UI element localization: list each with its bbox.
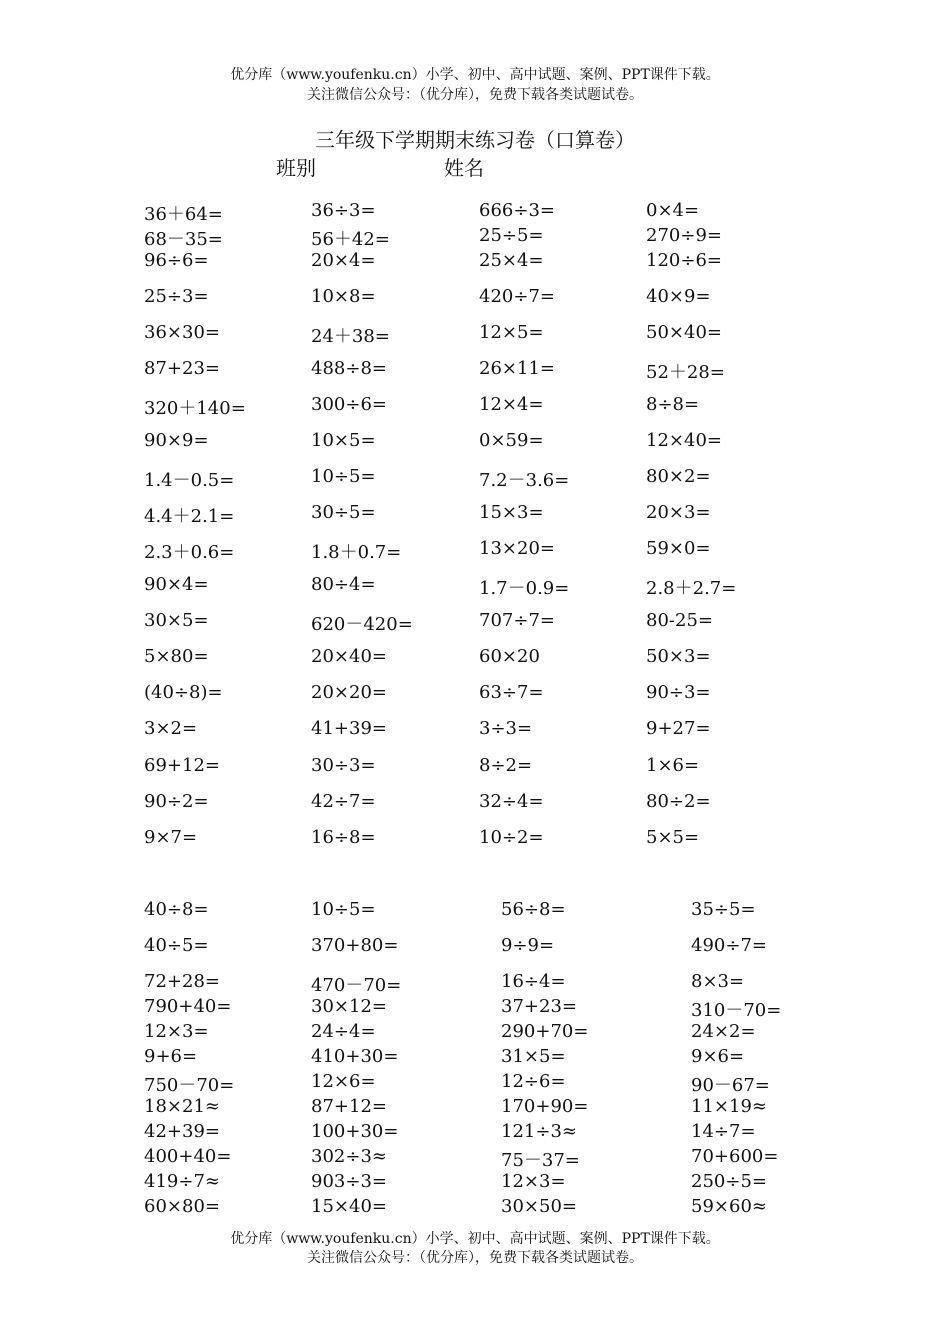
problem: 25÷5= — [479, 225, 544, 246]
problem: 36＋64= — [144, 204, 223, 225]
problem: 80÷2= — [646, 791, 711, 812]
problem: 5×80= — [144, 646, 209, 667]
problem: 120÷6= — [646, 250, 722, 271]
problem-row — [0, 1071, 950, 1095]
problem: 16÷4= — [501, 971, 566, 992]
problem-row — [0, 1171, 950, 1195]
problem: 370+80= — [311, 935, 399, 956]
problem: 3×2= — [144, 718, 198, 739]
problem: 300÷6= — [311, 394, 387, 415]
problem: 52＋28= — [646, 362, 725, 383]
problem: 60×20 — [479, 646, 540, 667]
problem: 15×3= — [479, 502, 544, 523]
problem: 5×5= — [646, 827, 700, 848]
problem: 9+6= — [144, 1046, 198, 1067]
problem: 56÷8= — [501, 899, 566, 920]
header-line-2: 关注微信公众号：（优分库），免费下载各类试题试卷。 — [307, 87, 643, 103]
problem: 31×5= — [501, 1046, 566, 1067]
problem-row — [0, 358, 950, 382]
problem: 90－67= — [691, 1075, 770, 1096]
problem: 250÷5= — [691, 1171, 767, 1192]
problem: 12×3= — [144, 1021, 209, 1042]
problem: 35÷5= — [691, 899, 756, 920]
problem: 90÷3= — [646, 682, 711, 703]
problem-row — [0, 646, 950, 670]
problem: 10÷5= — [311, 466, 376, 487]
problem-row — [0, 682, 950, 706]
problem-row — [0, 899, 950, 923]
problem: 25÷3= — [144, 286, 209, 307]
problem: 320＋140= — [144, 398, 246, 419]
problem: 90÷2= — [144, 791, 209, 812]
problem: 12×5= — [479, 322, 544, 343]
problem: 7.2－3.6= — [479, 470, 570, 491]
footer-line-1: 优分库（www.youfenku.cn）小学、初中、高中试题、案例、PPT课件下载。 — [230, 1231, 720, 1247]
problem-row — [0, 718, 950, 742]
problem: 18×21≈ — [144, 1096, 220, 1117]
problem-row — [0, 971, 950, 995]
problem: 20×40= — [311, 646, 387, 667]
problem: 90×4= — [144, 574, 209, 595]
problem-row — [0, 394, 950, 418]
problem: 32÷4= — [479, 791, 544, 812]
problem: 60×80= — [144, 1196, 220, 1217]
page-title: 三年级下学期期末练习卷（口算卷） — [315, 128, 635, 152]
problem-row — [0, 225, 950, 249]
problem: 170+90= — [501, 1096, 589, 1117]
problem: 790+40= — [144, 996, 232, 1017]
problem: 90×9= — [144, 430, 209, 451]
problem: 1.4－0.5= — [144, 470, 235, 491]
problem: 1×6= — [646, 755, 700, 776]
problem: 302÷3≈ — [311, 1146, 387, 1167]
problem: 41+39= — [311, 718, 387, 739]
problem: 666÷3= — [479, 200, 555, 221]
problem: 10÷5= — [311, 899, 376, 920]
problem-row — [0, 935, 950, 959]
problem-row — [0, 827, 950, 851]
problem: 8÷2= — [479, 755, 533, 776]
problem: 419÷7≈ — [144, 1171, 220, 1192]
problem-row — [0, 574, 950, 598]
problem: 620－420= — [311, 614, 413, 635]
problem-row — [0, 996, 950, 1020]
problem: 0×4= — [646, 200, 700, 221]
problem: 12×6= — [311, 1071, 376, 1092]
problem: 310－70= — [691, 1000, 782, 1021]
problem-row — [0, 791, 950, 815]
problem: 9×6= — [691, 1046, 745, 1067]
problem: 8÷8= — [646, 394, 700, 415]
problem: 87+12= — [311, 1096, 387, 1117]
problem: 1.7－0.9= — [479, 578, 570, 599]
problem: 488÷8= — [311, 358, 387, 379]
problem: 36÷3= — [311, 200, 376, 221]
problem: 14÷7= — [691, 1121, 756, 1142]
problem: 50×40= — [646, 322, 722, 343]
problem: 2.3＋0.6= — [144, 542, 235, 563]
problem: 707÷7= — [479, 610, 555, 631]
problem: 96÷6= — [144, 250, 209, 271]
problem: 20×4= — [311, 250, 376, 271]
problem: 121÷3≈ — [501, 1121, 577, 1142]
problem: 30×50= — [501, 1196, 577, 1217]
problem: 87+23= — [144, 358, 220, 379]
problem: 59×60≈ — [691, 1196, 767, 1217]
problem: 42+39= — [144, 1121, 220, 1142]
problem: 30×12= — [311, 996, 387, 1017]
problem: 20×20= — [311, 682, 387, 703]
problem: 30×5= — [144, 610, 209, 631]
problem: 400+40= — [144, 1146, 232, 1167]
problem-row — [0, 1146, 950, 1170]
problem: 3÷3= — [479, 718, 533, 739]
problem: 40×9= — [646, 286, 711, 307]
problem: 59×0= — [646, 538, 711, 559]
problem: 56＋42= — [311, 229, 390, 250]
problem-row — [0, 1096, 950, 1120]
class-label: 班别 — [276, 156, 316, 180]
problem: 80÷4= — [311, 574, 376, 595]
problem-row — [0, 430, 950, 454]
problem: 12×4= — [479, 394, 544, 415]
problem: 69+12= — [144, 755, 220, 776]
problem: 68－35= — [144, 229, 223, 250]
problem: 10×5= — [311, 430, 376, 451]
problem: 903÷3= — [311, 1171, 387, 1192]
problem: 80×2= — [646, 466, 711, 487]
problem: 50×3= — [646, 646, 711, 667]
problem: 30÷3= — [311, 755, 376, 776]
problem: 12÷6= — [501, 1071, 566, 1092]
problem: 72+28= — [144, 971, 220, 992]
problem: 24×2= — [691, 1021, 756, 1042]
problem: 11×19≈ — [691, 1096, 767, 1117]
problem: 30÷5= — [311, 502, 376, 523]
problem: 13×20= — [479, 538, 555, 559]
problem: 16÷8= — [311, 827, 376, 848]
name-label: 姓名 — [444, 156, 484, 180]
problem: (40÷8)= — [144, 682, 223, 703]
problem: 63÷7= — [479, 682, 544, 703]
problem-row — [0, 1021, 950, 1045]
problem-row — [0, 1121, 950, 1145]
problem: 8×3= — [691, 971, 745, 992]
problem: 270÷9= — [646, 225, 722, 246]
problem: 2.8＋2.7= — [646, 578, 737, 599]
problem: 20×3= — [646, 502, 711, 523]
problem-row — [0, 1196, 950, 1220]
problem: 470－70= — [311, 975, 402, 996]
problem: 9÷9= — [501, 935, 555, 956]
problem: 10×8= — [311, 286, 376, 307]
problem-row — [0, 286, 950, 310]
problem: 15×40= — [311, 1196, 387, 1217]
problem-row — [0, 538, 950, 562]
problem: 420÷7= — [479, 286, 555, 307]
problem: 490÷7= — [691, 935, 767, 956]
problem: 26×11= — [479, 358, 555, 379]
problem: 24÷4= — [311, 1021, 376, 1042]
problem: 80-25= — [646, 610, 713, 631]
problem: 0×59= — [479, 430, 544, 451]
footer-line-2: 关注微信公众号：（优分库），免费下载各类试题试卷。 — [307, 1250, 643, 1266]
problem: 1.8＋0.7= — [311, 542, 402, 563]
problem-row — [0, 610, 950, 634]
header-line-1: 优分库（www.youfenku.cn）小学、初中、高中试题、案例、PPT课件下载。 — [230, 67, 720, 83]
problem-row — [0, 1046, 950, 1070]
problem: 40÷5= — [144, 935, 209, 956]
problem-row — [0, 466, 950, 490]
problem: 290+70= — [501, 1021, 589, 1042]
problem-row — [0, 200, 950, 224]
problem: 100+30= — [311, 1121, 399, 1142]
problem: 75－37= — [501, 1150, 580, 1171]
problem: 12×3= — [501, 1171, 566, 1192]
problem: 24＋38= — [311, 326, 390, 347]
problem: 750－70= — [144, 1075, 235, 1096]
problem: 10÷2= — [479, 827, 544, 848]
problem: 9×7= — [144, 827, 198, 848]
problem: 12×40= — [646, 430, 722, 451]
problem-row — [0, 250, 950, 274]
problem: 4.4＋2.1= — [144, 506, 235, 527]
problem: 410+30= — [311, 1046, 399, 1067]
problem-row — [0, 502, 950, 526]
problem-row — [0, 755, 950, 779]
problem: 9+27= — [646, 718, 711, 739]
problem: 37+23= — [501, 996, 577, 1017]
problem: 42÷7= — [311, 791, 376, 812]
problem: 40÷8= — [144, 899, 209, 920]
problem: 25×4= — [479, 250, 544, 271]
problem: 70+600= — [691, 1146, 779, 1167]
problem: 36×30= — [144, 322, 220, 343]
problem-row — [0, 322, 950, 346]
